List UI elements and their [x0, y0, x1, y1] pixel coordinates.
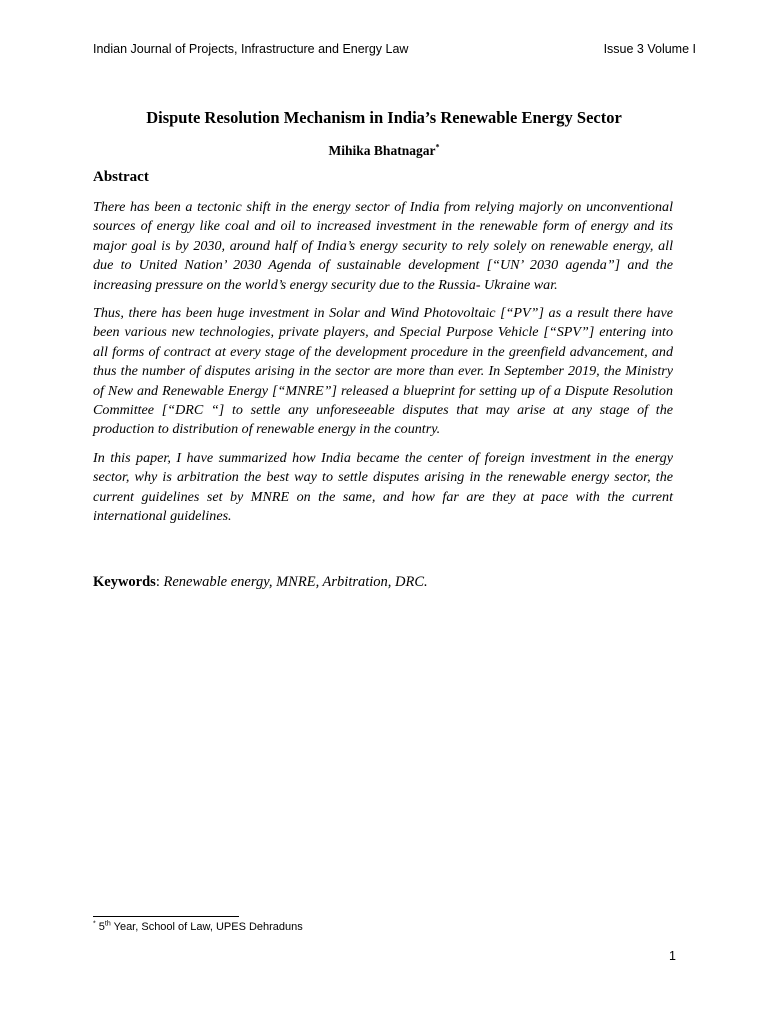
footnote-text: Year, School of Law, UPES Dehraduns — [110, 921, 303, 933]
abstract-heading: Abstract — [93, 169, 149, 185]
footnote — [93, 921, 303, 933]
abstract-paragraph: Thus, there has been huge investment in Solar and Wind Photovoltaic [“PV”] as a result there have been various new technologies, private players, and Special Purpose Vehicle [“SPV”] entering into all forms of contract at every stage of the development procedure in the greenfield advancement, and thus the number of disputes arising in the sector are more than ever. In September 2019, the Ministry of New and Renewable Energy [“MNRE”] released a blueprint for setting up of a Dispute Resolution Committee [“DRC “] to settle any unforeseeable disputes that may arise at any stage of the production to distribution of renewable energy in the country. — [93, 305, 673, 438]
footnote-mark: * — [93, 920, 96, 928]
issue-volume: Issue 3 Volume I — [603, 42, 696, 56]
footnote-separator — [93, 916, 239, 917]
keywords-separator: : — [155, 574, 164, 590]
abstract-paragraph: There has been a tectonic shift in the energy sector of India from relying majorly on unconventional sources of energy like coal and oil to increased investment in the renewable form of energy and its major goal is by 2030, around half of India’s energy security to rely solely on renewable energy, all due to United Nation’ 2030 Agenda of sustainable development [“UN’ 2030 agenda”] and the increasing pressure on the world’s energy security due to the Russia- Ukraine war. — [93, 199, 673, 293]
footnote-year-number: 5 — [98, 921, 105, 933]
paper-title: Dispute Resolution Mechanism in India’s Renewable Energy Sector — [146, 108, 622, 127]
running-header — [93, 42, 696, 60]
abstract-body — [93, 198, 673, 536]
author-footnote-mark: * — [435, 142, 440, 152]
footnote-ordinal-suffix: th — [104, 920, 111, 928]
author-line — [0, 143, 768, 159]
page-number: 1 — [669, 949, 676, 963]
abstract-paragraph: In this paper, I have summarized how India became the center of foreign investment in the energy sector, why is arbitration the best way to settle disputes arising in the renewable energy sector, the current guidelines set by MNRE on the same, and how far are they at pace with the current international guidelines. — [93, 449, 673, 525]
journal-name: Indian Journal of Projects, Infrastructure and Energy Law — [93, 42, 409, 56]
keywords-label: Keywords — [93, 574, 156, 590]
keywords-values: Renewable energy, MNRE, Arbitration, DRC. — [163, 574, 428, 590]
author-name: Mihika Bhatnagar — [328, 143, 436, 158]
keywords-line — [93, 574, 673, 591]
